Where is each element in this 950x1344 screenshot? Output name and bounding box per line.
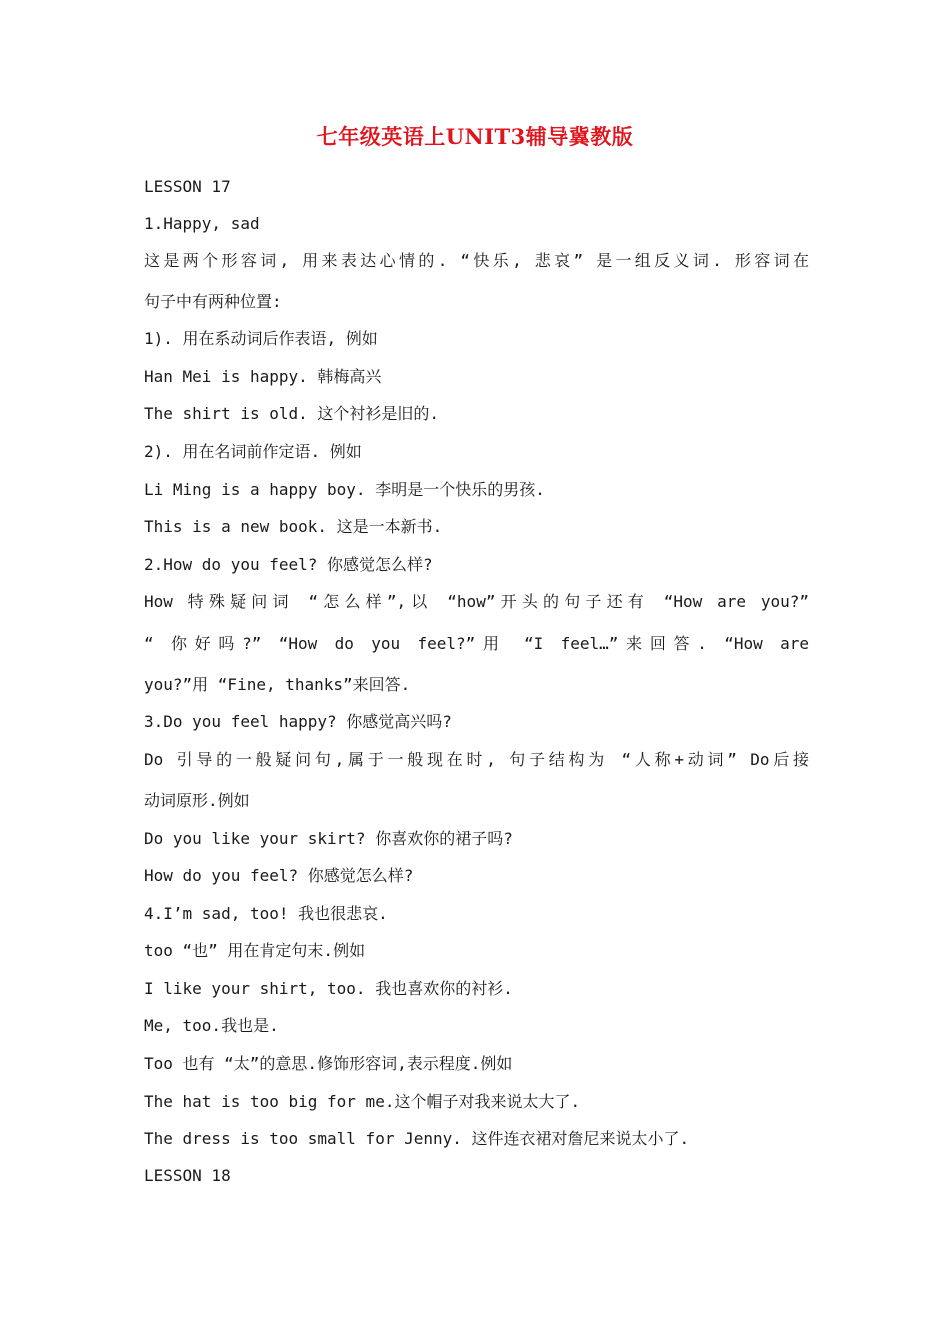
text-line: too “也” 用在肯定句末.例如 bbox=[144, 941, 366, 960]
text-line: The shirt is old. 这个衬衫是旧的. bbox=[144, 404, 440, 423]
text-line: 1.Happy, sad bbox=[144, 214, 260, 233]
text-line: Do 引导的一般疑问句,属于一般现在时, 句子结构为 “人称+动词” Do后接 bbox=[144, 750, 809, 769]
text-line: 1). 用在系动词后作表语, 例如 bbox=[144, 329, 378, 348]
text-line: 这是两个形容词, 用来表达心情的. “快乐, 悲哀” 是一组反义词. 形容词在 bbox=[144, 251, 809, 270]
lesson-heading: LESSON 18 bbox=[144, 1166, 231, 1185]
text-line: How 特殊疑问词 “怎么样”,以 “how”开头的句子还有 “How are you?” bbox=[144, 592, 809, 611]
text-line: I like your shirt, too. 我也喜欢你的衬衫. bbox=[144, 979, 513, 998]
text-line: 2.How do you feel? 你感觉怎么样? bbox=[144, 555, 433, 574]
text-line: 3.Do you feel happy? 你感觉高兴吗? bbox=[144, 712, 452, 731]
text-line: 2). 用在名词前作定语. 例如 bbox=[144, 442, 362, 461]
document-title: 七年级英语上UNIT3辅导冀教版 bbox=[316, 124, 634, 149]
text-line: The dress is too small for Jenny. 这件连衣裙对詹尼来说太小了. bbox=[144, 1129, 690, 1148]
lesson-heading: LESSON 17 bbox=[144, 177, 231, 196]
text-line: How do you feel? 你感觉怎么样? bbox=[144, 866, 414, 885]
text-line: Too 也有 “太”的意思.修饰形容词,表示程度.例如 bbox=[144, 1054, 513, 1073]
text-line: 4.I’m sad, too! 我也很悲哀. bbox=[144, 904, 388, 923]
text-line: 句子中有两种位置: bbox=[144, 292, 282, 311]
text-line: 动词原形.例如 bbox=[144, 791, 250, 810]
text-line: “ 你好吗?” “How do you feel?”用 “I feel…”来回答. “How are bbox=[144, 634, 809, 653]
text-line: you?”用 “Fine, thanks”来回答. bbox=[144, 675, 411, 694]
text-line: Li Ming is a happy boy. 李明是一个快乐的男孩. bbox=[144, 480, 545, 499]
text-line: Do you like your skirt? 你喜欢你的裙子吗? bbox=[144, 829, 513, 848]
text-line: This is a new book. 这是一本新书. bbox=[144, 517, 443, 536]
text-line: The hat is too big for me.这个帽子对我来说太大了. bbox=[144, 1092, 581, 1111]
text-line: Me, too.我也是. bbox=[144, 1016, 279, 1035]
text-line: Han Mei is happy. 韩梅高兴 bbox=[144, 367, 382, 386]
